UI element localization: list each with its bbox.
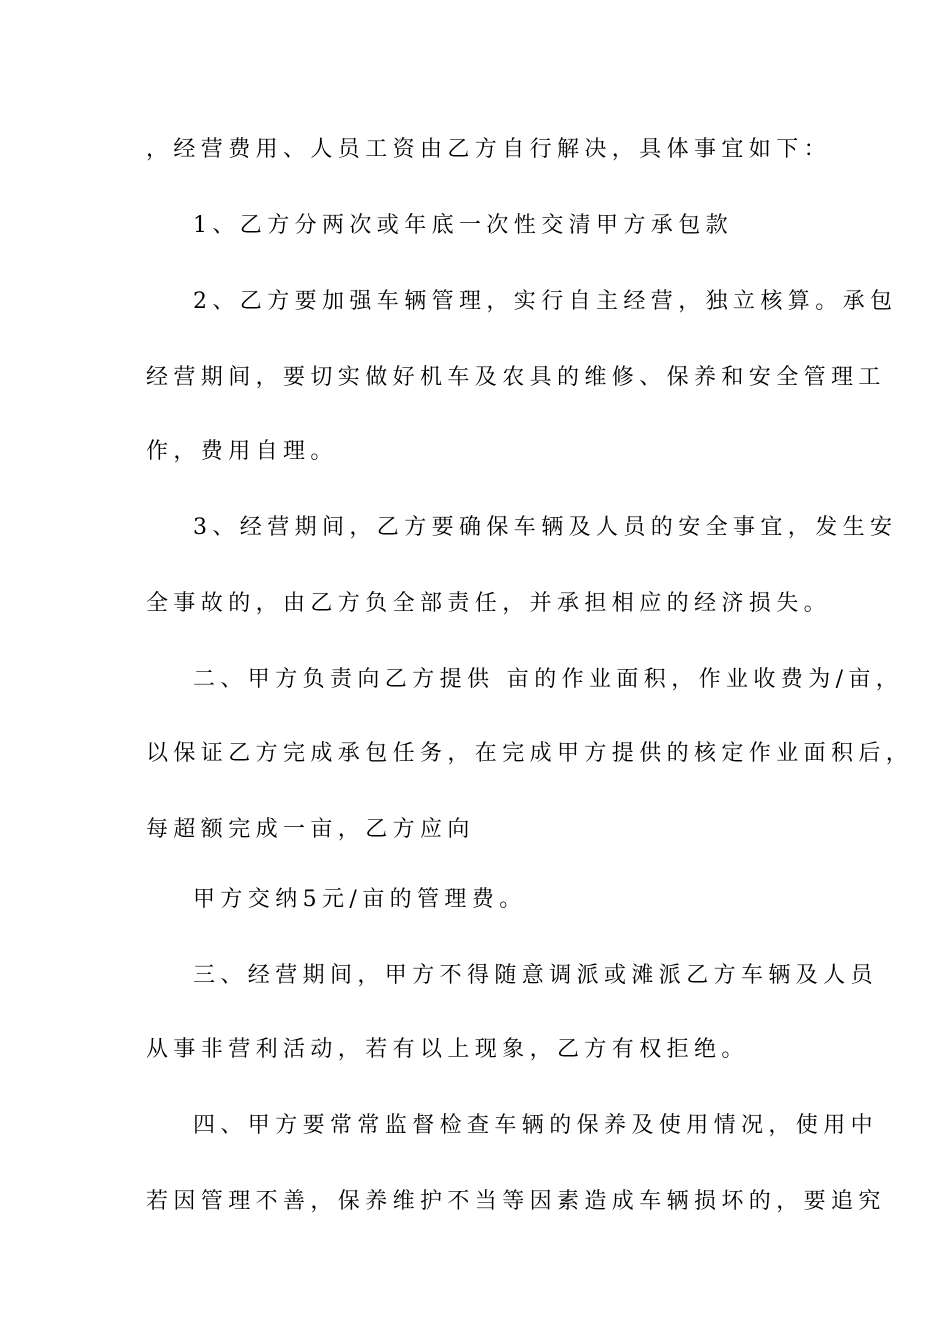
- section-3-line: 三、经营期间，甲方不得随意调派或滩派乙方车辆及人员: [193, 963, 879, 988]
- clause-3-line: 3、经营期间，乙方要确保车辆及人员的安全事宜，发生安: [193, 515, 898, 540]
- text-line: 每超额完成一亩，乙方应向: [146, 817, 475, 842]
- clause-1-line: 1、乙方分两次或年底一次性交清甲方承包款: [193, 213, 733, 238]
- text-line: 全事故的，由乙方负全部责任，并承担相应的经济损失。: [146, 591, 832, 616]
- section-4-line: 四、甲方要常常监督检查车辆的保养及使用情况，使用中: [193, 1113, 879, 1138]
- text-line: 从事非营利活动，若有以上现象，乙方有权拒绝。: [146, 1037, 749, 1062]
- text-line: 甲方交纳5元/亩的管理费。: [193, 887, 527, 912]
- section-2-line: 二、甲方负责向乙方提供 亩的作业面积，作业收费为/亩，: [193, 667, 904, 692]
- text-line: 以保证乙方完成承包任务，在完成甲方提供的核定作业面积后，: [146, 741, 914, 766]
- text-line: 作，费用自理。: [146, 439, 338, 464]
- clause-2-line: 2、乙方要加强车辆管理，实行自主经营，独立核算。承包: [193, 289, 898, 314]
- text-line: 若因管理不善，保养维护不当等因素造成车辆损坏的，要追究: [146, 1189, 886, 1214]
- text-line: ，经营费用、人员工资由乙方自行解决，具体事宜如下：: [146, 137, 832, 162]
- text-line: 经营期间，要切实做好机车及农具的维修、保养和安全管理工: [146, 365, 886, 390]
